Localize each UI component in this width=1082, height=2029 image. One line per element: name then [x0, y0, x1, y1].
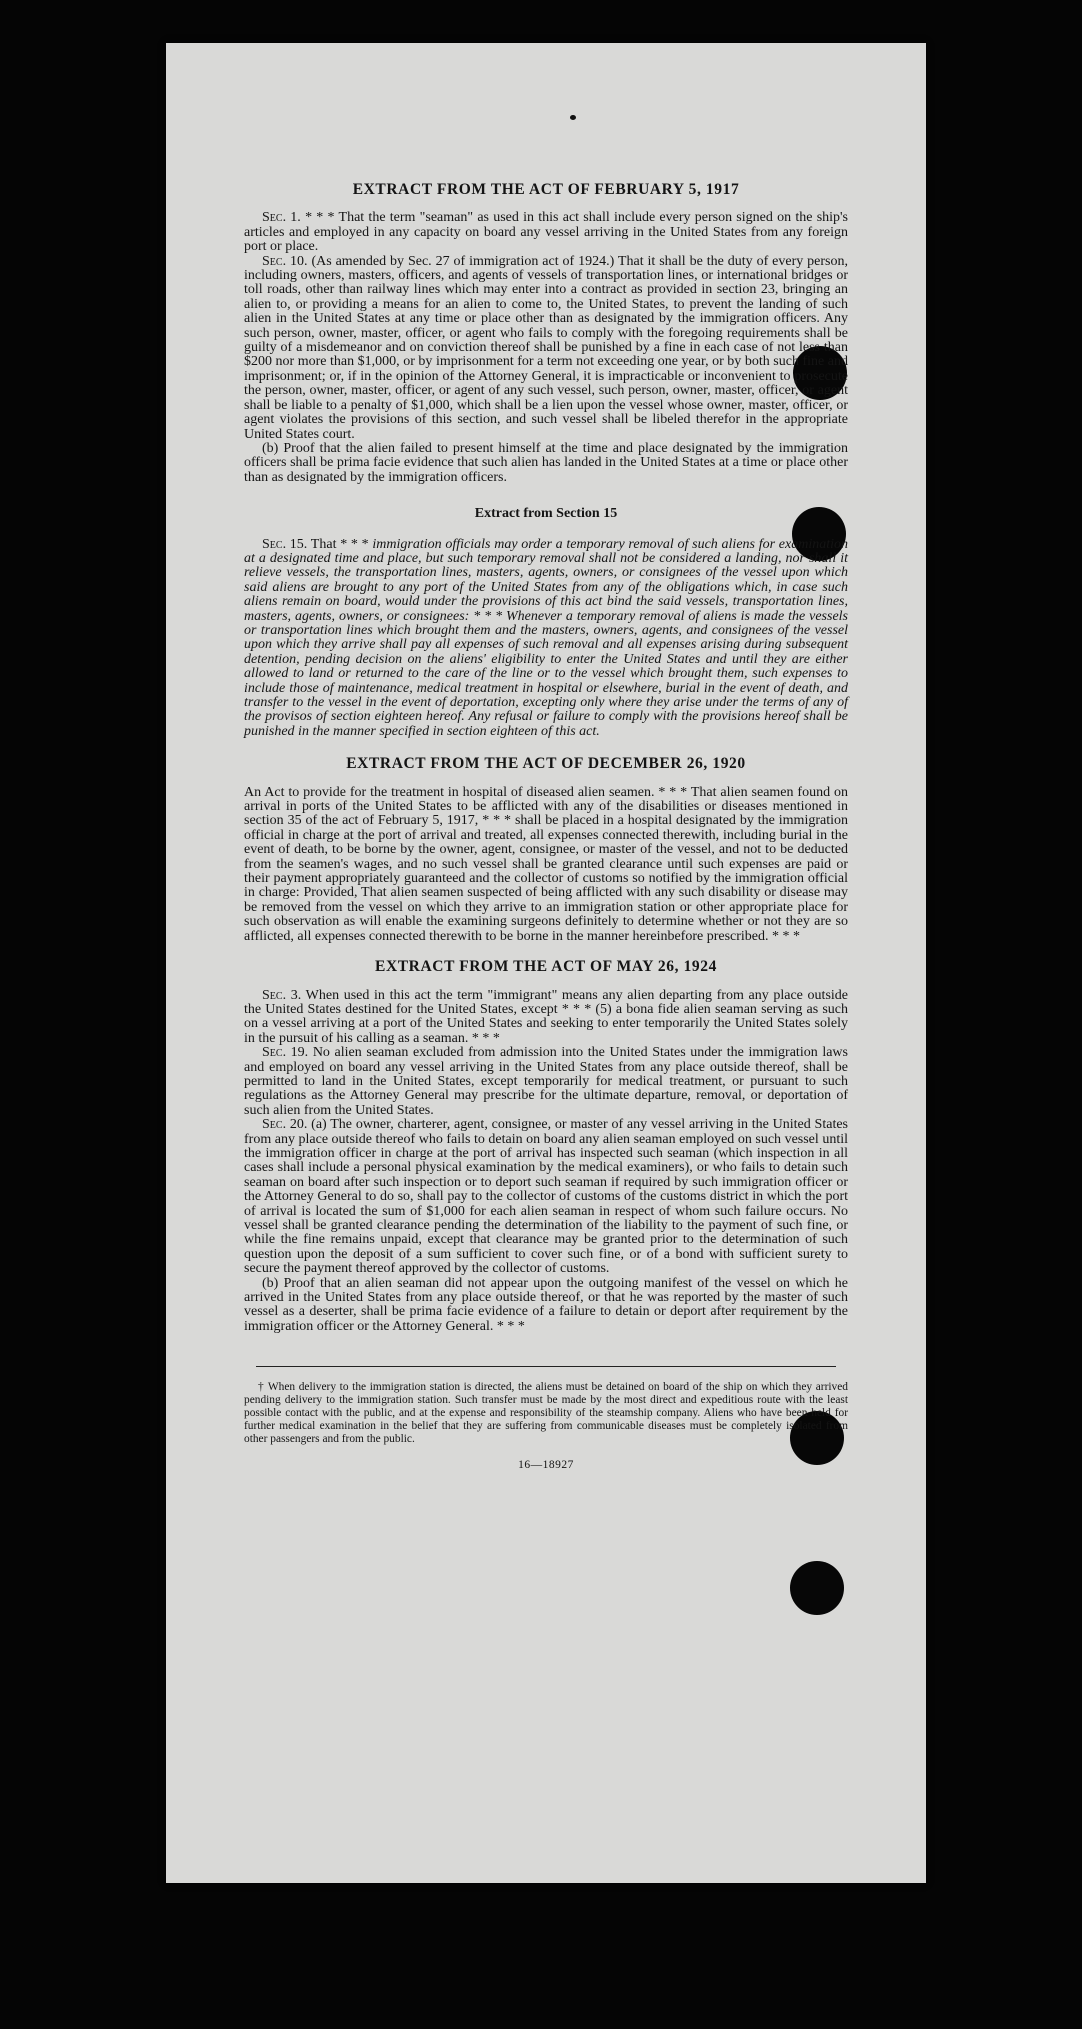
sec-1-text: * * * That the term "seaman" as used in this act shall include every person signed on the ship's articles and employed in any capacity on board any vessel arriving in the United States from any foreign port or place. — [244, 210, 848, 255]
sec-3-label: Sec. 3. — [262, 987, 302, 1003]
sec-1-label: Sec. 1. — [262, 210, 301, 226]
footnote — [244, 1381, 848, 1446]
paragraph-sec-3 — [244, 989, 848, 1047]
sec-20-text: (a) The owner, charterer, agent, consignee, or master of any vessel arriving in the United States from any place outside thereof who fails to detain on board any alien seaman employed on such vessel until the immigration officer in charge at the port of arrival has inspected such seaman (which inspection in all cases shall include a personal physical examination by the medical examiners), or who fails to detain such seaman on board after such inspection or to deport such seaman if required by such immigration officer or the Attorney General to do so, shall pay to the collector of customs of the customs district in which the port of arrival is located the sum of $1,000 for each alien seaman in respect of whom such failure occurs. No vessel shall be granted clearance pending the determination of the liability to the payment of such fine, or while the fine remains unpaid, except that clearance may be granted prior to the determination of such question upon the deposit of a sum sufficient to cover such fine, or of a bond with sufficient surety to secure the payment thereof approved by the collector of customs. — [244, 1117, 848, 1277]
document-body — [244, 183, 848, 1473]
sec-15-lead: That * * * — [310, 536, 369, 552]
heading-act-1917: EXTRACT FROM THE ACT OF FEBRUARY 5, 1917 — [352, 181, 740, 198]
paragraph-sec-20b: (b) Proof that an alien seaman did not appear upon the outgoing manifest of the vessel on which he arrived in the United States from any place outside thereof, or that he was reported by the master of such vessel as a deserter, shall be prima facie evidence of a failure to detain or deport after requirement by the immigration officer or the Attorney General. * * * — [244, 1275, 848, 1334]
paragraph-sec-10b: (b) Proof that the alien failed to present himself at the time and place designated by the immigration officers shall be prima facie evidence that such alien has landed in the United States at a time or place other than as designated by the immigration officers. — [244, 440, 848, 485]
sec-15-label: Sec. 15. — [262, 536, 308, 552]
footnote-divider — [256, 1366, 836, 1367]
sec-20-label: Sec. 20. — [262, 1117, 308, 1133]
paragraph-sec-10 — [244, 255, 848, 442]
paragraph-sec-19 — [244, 1046, 848, 1118]
heading-act-1924: EXTRACT FROM THE ACT OF MAY 26, 1924 — [375, 958, 717, 976]
document-page — [166, 43, 926, 1883]
sec-19-label: Sec. 19. — [262, 1045, 309, 1061]
sec-3-text: When used in this act the term "immigrant" means any alien departing from any place outside the United States destined for the United States, except * * * (5) a bona fide alien seaman serving as such on a vessel arriving at a port of the United States and seeking to enter temporarily the United States solely in the pursuit of his calling as a seaman. * * * — [244, 987, 848, 1046]
print-code: 16—18927 — [518, 1459, 574, 1472]
heading-act-1920: EXTRACT FROM THE ACT OF DECEMBER 26, 1920 — [346, 755, 746, 773]
paragraph-sec-15 — [244, 538, 848, 740]
sec-15-text: immigration officials may order a temporary removal of such aliens for examination at a designated time and place, but such temporary removal shall not be considered a landing, nor shall it relieve vessels, the transportation lines, masters, agents, owners, or consignees of the vessel upon which said aliens are brought to any port of the United States from any of the obligations which, in case such aliens remain on board, would under the provisions of this act bind the said vessels, transportation lines, masters, agents, owners, or consignees: * * * Whenever a temporary removal of aliens is made the vessels or transportation lines which brought them and the masters, owners, agents, and consignees of the vessel upon which they arrive shall pay all expenses of such removal and all expenses arising during subsequent detention, pending decision on the aliens' eligibility to enter the United States and until they are either allowed to land or returned to the care of the line or to the vessel which brought them, such expenses to include those of maintenance, medical treatment in hospital or elsewhere, burial in the event of death, and transfer to the vessel in the event of deportation, excepting only where they arise under the terms of any of the provisos of section eighteen hereof. Any refusal or failure to comply with the provisions hereof shall be punished in the manner specified in section eighteen of this act. — [244, 536, 849, 739]
paragraph-sec-20 — [244, 1118, 848, 1276]
punch-hole-4 — [790, 1561, 844, 1615]
footnote-text: † When delivery to the immigration station is directed, the aliens must be detained on board of the ship on which they arrived pending delivery to the immigration station. Such transfer must be made by the most direct and expeditious route with the least possible contact with the public, and at the expense and responsibility of the steamship company. Aliens who have been held for further medical examination in the belief that they are suffering from communicable diseases must be completely isolated from other passengers and from the public. — [244, 1381, 848, 1446]
heading-section-15: Extract from Section 15 — [474, 506, 618, 522]
sec-10-text: (As amended by Sec. 27 of immigration act of 1924.) That it shall be the duty of every person, including owners, masters, officers, and agents of vessels of transportation lines, or international bridges or toll roads, other than railway lines which may enter into a contract as provided in section 23, bringing an alien to, or providing a means for an alien to come to, the United States, to prevent the landing of such alien in the United States at any time or place other than as designated by the immigration officers. Any such person, owner, master, officer, or agent who fails to comply with the foregoing requirements shall be guilty of a misdemeanor and on conviction thereof shall be punished by a fine in each case of not less than $200 nor more than $1,000, or by imprisonment for a term not exceeding one year, or by both such fine and imprisonment; or, if in the opinion of the Attorney General, it is impracticable or inconvenient to prosecute the person, owner, master, officer, or agent of any such vessel, such person, owner, master, officer, or agent shall be liable to a penalty of $1,000, which shall be a lien upon the vessel whose owner, master, officer, or agent violates the provisions of this section, and such vessel shall be libeled therefor in the appropriate United States court. — [244, 253, 849, 442]
sec-19-text: No alien seaman excluded from admission into the United States under the immigration laws and employed on board any vessel arriving in the United States from any place outside thereof, shall be permitted to land in the United States, except temporarily for medical treatment, or pursuant to such regulations as the Attorney General may prescribe for the ultimate departure, removal, or deportation of such alien from the United States. — [244, 1045, 848, 1118]
paragraph-sec-1 — [244, 211, 848, 254]
sec-10-label: Sec. 10. — [262, 253, 308, 269]
paragraph-act-1920: An Act to provide for the treatment in hospital of diseased alien seamen. * * * That alien seamen found on arrival in ports of the United States to be afflicted with any of the disabilities or diseases mentioned in section 35 of the act of February 5, 1917, * * * shall be placed in a hospital designated by the immigration official in charge at the port of arrival and treated, all expenses connected therewith, including burial in the event of death, to be borne by the owner, agent, consignee, or master of the vessel, and not to be deducted from the seamen's wages, and no such vessel shall be granted clearance until such expenses are paid or their payment appropriately guaranteed and the collector of customs so notified by the immigration official in charge: Provided, That alien seamen suspected of being afflicted with any such disability or disease may be removed from the vessel on which they arrive to an immigration station or other appropriate place for such observation as will enable the examining surgeons definitely to determine whether or not they are so afflicted, all expenses connected therewith to be borne in the manner hereinbefore prescribed. * * * — [244, 784, 848, 944]
ink-speck — [570, 115, 576, 120]
